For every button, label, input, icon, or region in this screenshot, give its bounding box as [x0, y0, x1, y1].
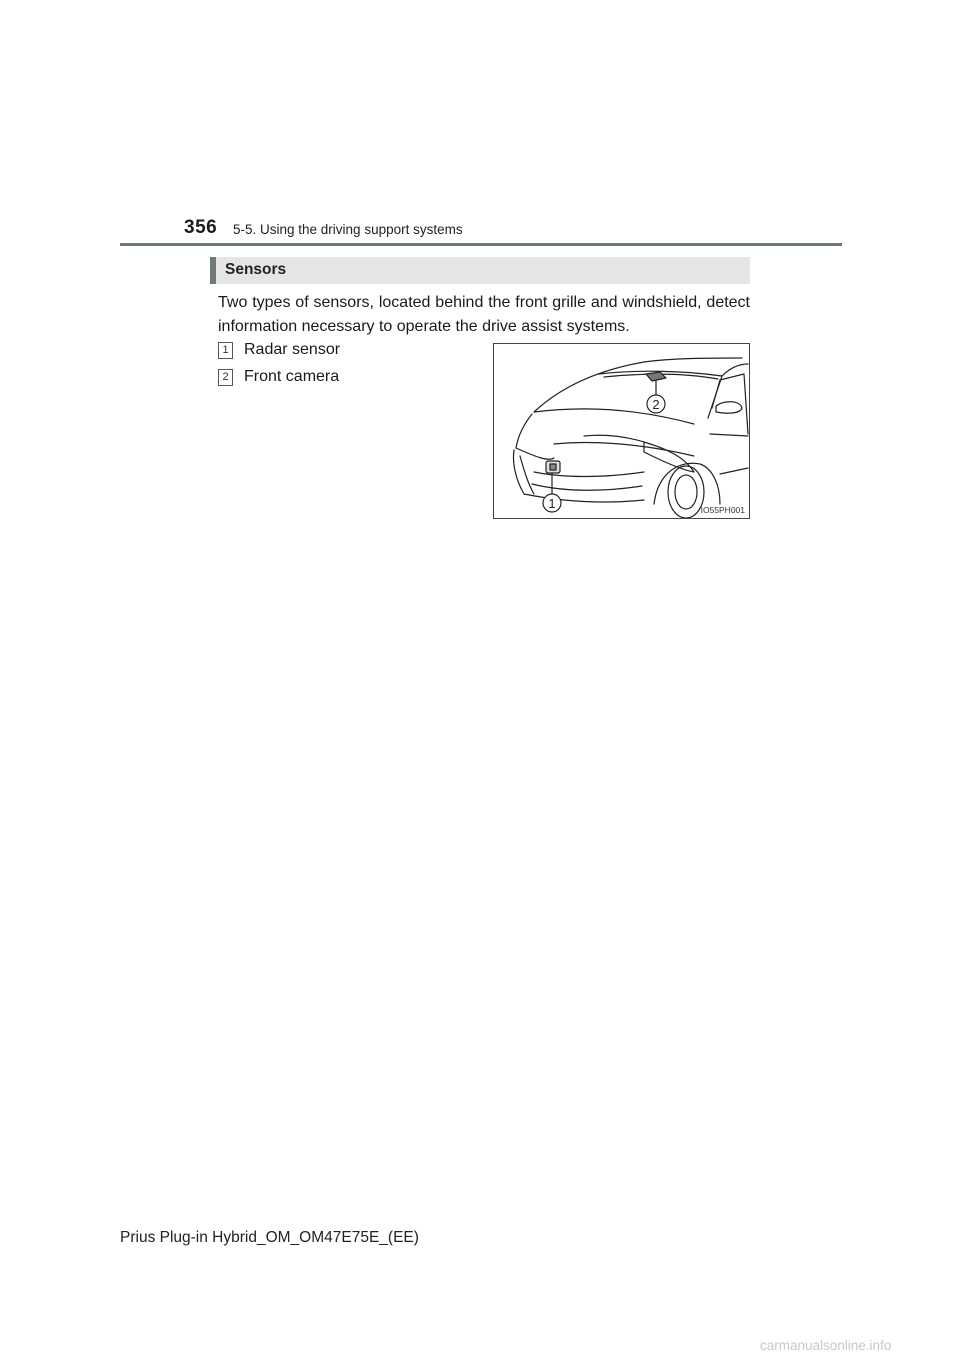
car-sensor-illustration — [493, 343, 750, 519]
item-number-badge: 1 — [218, 342, 233, 359]
watermark: carmanualsonline.info — [760, 1338, 892, 1353]
page-number: 356 — [184, 217, 218, 238]
list-item — [218, 368, 339, 386]
roofline — [534, 358, 742, 412]
item-label: Radar sensor — [244, 341, 341, 358]
section-title: Sensors — [225, 261, 287, 278]
left-headlight — [516, 448, 554, 459]
grille-lower — [532, 484, 642, 490]
section-header: 5-5. Using the driving support systems — [233, 222, 463, 237]
title-accent — [210, 257, 216, 284]
front-bumper — [513, 450, 644, 502]
side-sill — [720, 468, 748, 474]
footer-text: Prius Plug-in Hybrid_OM_OM47E75E_(EE) — [120, 1229, 419, 1246]
wheel-arch — [654, 463, 720, 504]
header-rule — [120, 243, 842, 246]
intro-paragraph: Two types of sensors, located behind the front grille and windshield, detect information necessary to operate the drive assist systems. — [218, 294, 750, 335]
front-wheel — [668, 466, 704, 518]
car-line-drawing — [494, 344, 750, 519]
hood-edge — [534, 409, 694, 424]
section-title-bar — [210, 257, 750, 284]
item-label: Front camera — [244, 368, 340, 385]
figure-code: IO55PH001 — [700, 505, 745, 515]
side-window — [712, 374, 748, 434]
callout-label-2: 2 — [652, 397, 660, 412]
callout-label-1: 1 — [548, 496, 556, 511]
right-headlight — [644, 442, 694, 472]
item-number-badge: 2 — [218, 369, 233, 386]
front-left-contour — [516, 414, 532, 448]
side-mirror — [716, 402, 742, 413]
list-item — [218, 341, 340, 359]
front-camera-module — [646, 372, 666, 381]
